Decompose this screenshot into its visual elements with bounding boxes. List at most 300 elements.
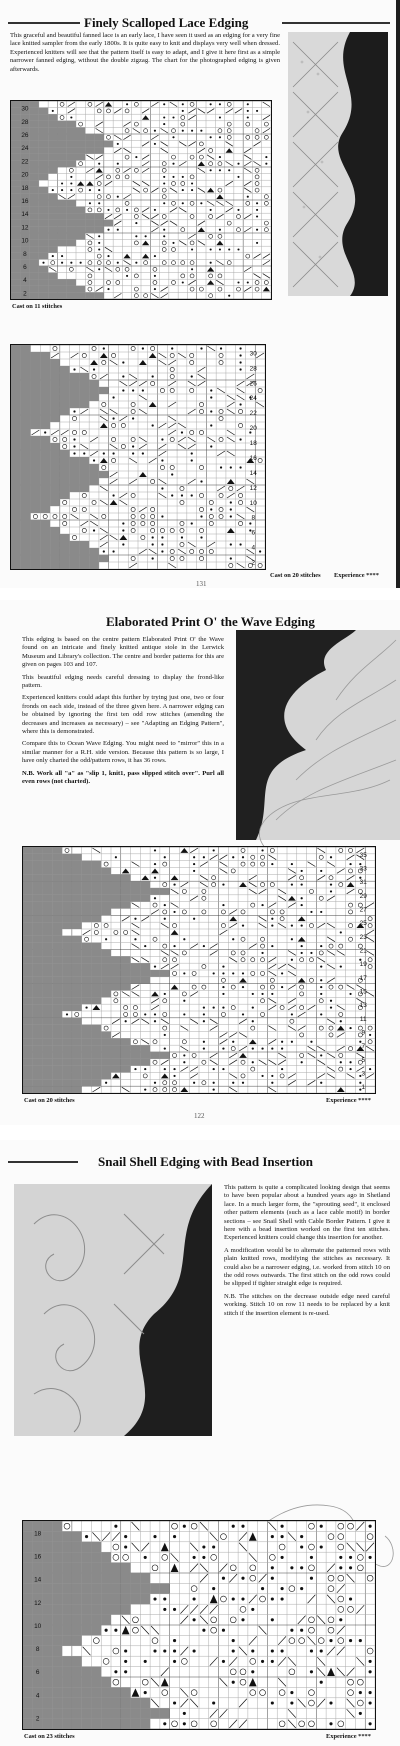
no-stitch-cell [60,555,70,562]
row-number-label: 6 [23,263,27,271]
stitch-symbol [298,1699,306,1707]
stitch-symbol [209,521,213,525]
stitch-symbol [338,1596,344,1602]
stitch-symbol [320,1681,323,1684]
stitch-symbol [163,229,165,231]
stitch-symbol [121,444,125,448]
stitch-symbol [161,550,163,552]
stitch-symbol [237,228,241,232]
stitch-symbol [369,1722,372,1725]
no-stitch-cell [62,881,72,888]
no-stitch-cell [101,1052,111,1059]
stitch-symbol [142,347,144,349]
stitch-symbol [369,1691,372,1694]
no-stitch-cell [23,1698,33,1708]
stitch-symbol [142,181,149,186]
no-stitch-cell [85,213,94,220]
stitch-symbol [259,916,267,921]
stitch-symbol [211,1617,217,1623]
stitch-symbol [102,360,106,364]
stitch-symbol [210,136,212,138]
no-stitch-cell [67,226,76,233]
stitch-symbol [329,1026,333,1030]
stitch-symbol [288,868,296,873]
stitch-symbol [73,368,75,370]
stitch-symbol [253,274,260,279]
no-stitch-cell [23,1646,33,1656]
stitch-symbol [200,480,202,482]
no-stitch-cell [101,1698,111,1708]
stitch-symbol [119,535,127,540]
no-stitch-cell [11,492,21,499]
stitch-symbol [261,952,263,954]
no-stitch-cell [62,1573,72,1583]
stitch-symbol [338,1534,344,1540]
stitch-symbol [199,430,203,434]
no-stitch-cell [23,1066,33,1073]
stitch-symbol [164,856,166,858]
no-stitch-cell [52,1045,62,1052]
no-stitch-cell [21,387,31,394]
no-stitch-cell [23,1032,33,1039]
no-stitch-cell [72,1025,82,1032]
stitch-symbol [183,972,185,974]
no-stitch-cell [160,1708,170,1718]
no-stitch-cell [43,1059,53,1066]
stitch-symbol [268,903,276,908]
stitch-symbol [290,1629,293,1632]
stitch-symbol [63,514,67,518]
stitch-symbol [300,992,304,996]
no-stitch-cell [67,207,76,214]
stitch-symbol [241,862,245,866]
no-stitch-cell [52,956,62,963]
no-stitch-cell [131,1719,141,1729]
stitch-symbol [229,1087,237,1092]
stitch-symbol [131,493,135,497]
stitch-symbol [268,1060,276,1065]
stitch-symbol [349,1068,351,1070]
no-stitch-cell [30,141,39,148]
no-stitch-cell [91,1719,101,1729]
no-stitch-cell [23,854,33,861]
stitch-symbol [104,862,108,866]
stitch-symbol [61,262,63,264]
no-stitch-cell [33,1052,43,1059]
stitch-symbol [198,109,205,114]
stitch-symbol [173,883,175,885]
no-stitch-cell [43,1018,53,1025]
stitch-symbol [173,1053,177,1057]
no-stitch-cell [23,1677,33,1687]
no-stitch-cell [82,1667,92,1677]
stitch-symbol [113,1679,119,1685]
stitch-symbol [107,195,111,199]
stitch-symbol [270,910,274,914]
stitch-symbol [229,1053,237,1058]
stitch-symbol [203,1006,205,1008]
no-stitch-cell [62,1677,72,1687]
stitch-symbol [210,424,212,426]
row-number-label: 16 [34,1553,42,1561]
stitch-symbol [112,396,114,398]
no-stitch-cell [70,555,80,562]
no-stitch-cell [82,950,92,957]
stitch-symbol [190,1699,198,1707]
stitch-symbol [329,1639,332,1642]
stitch-symbol [180,848,188,853]
stitch-symbol [301,952,303,954]
stitch-symbol [86,155,93,160]
stitch-symbol [309,978,313,982]
no-stitch-cell [40,380,50,387]
stitch-symbol [210,1019,218,1024]
stitch-symbol [232,1597,235,1600]
no-stitch-cell [43,997,53,1004]
no-stitch-cell [43,1542,53,1552]
stitch-symbol [264,221,268,225]
stitch-symbol [161,1073,169,1078]
no-stitch-cell [33,1032,43,1039]
stitch-symbol [271,993,273,995]
stitch-symbol [179,142,186,147]
no-stitch-cell [43,1708,53,1718]
no-stitch-cell [30,160,39,167]
no-stitch-cell [21,492,31,499]
stitch-symbol [182,889,186,893]
no-stitch-cell [111,1708,121,1718]
no-stitch-cell [52,868,62,875]
no-stitch-cell [121,902,131,909]
stitch-symbol [193,1556,196,1559]
no-stitch-cell [30,279,39,286]
stitch-symbol [192,1053,196,1057]
no-stitch-cell [82,1073,92,1080]
stitch-symbol [199,507,203,511]
no-stitch-cell [82,915,92,922]
no-stitch-cell [91,997,101,1004]
stitch-symbol [203,1013,205,1015]
no-stitch-cell [121,895,131,902]
no-stitch-cell [62,991,72,998]
stitch-symbol [232,1041,234,1043]
no-stitch-cell [89,380,99,387]
no-stitch-cell [72,915,82,922]
no-stitch-cell [67,233,76,240]
stitch-symbol [219,103,221,105]
no-stitch-cell [52,1004,62,1011]
stitch-symbol [268,1522,276,1530]
stitch-symbol [310,911,312,913]
no-stitch-cell [30,101,39,108]
lace-chart-wide [10,344,266,570]
section-body [10,32,280,78]
stitch-symbol [250,1565,256,1571]
no-stitch-cell [70,478,80,485]
no-stitch-cell [72,970,82,977]
no-stitch-cell [60,464,70,471]
chart-caption: Cast on 20 stitches [24,1097,75,1104]
no-stitch-cell [48,114,57,121]
no-stitch-cell [11,279,20,286]
no-stitch-cell [52,1025,62,1032]
stitch-symbol [308,1046,316,1051]
stitch-symbol [123,260,130,265]
no-stitch-cell [11,436,21,443]
no-stitch-cell [23,1563,33,1573]
no-stitch-cell [43,1011,53,1018]
no-stitch-cell [150,1052,160,1059]
stitch-symbol [182,202,184,204]
stitch-symbol [58,194,65,199]
stitch-symbol [163,910,167,914]
stitch-symbol [107,175,111,179]
stitch-symbol [222,993,224,995]
no-stitch-cell [31,548,41,555]
stitch-symbol [98,242,100,244]
stitch-symbol [230,515,232,517]
paragraph: This pattern is quite a complicated looking design that seems to have been popular about a hundred years ago in Shetland lace. In a much larger form, the "sprouting seed", it enclosed other pattern elements (such as a lace cable motif) in border sections – see Snail Shell with Cable Border Pattern. I give it here with a bead insertion worked on the first ten stitches. Experienced knitters could change this insertion for another. [224,1184,390,1242]
no-stitch-cell [79,457,89,464]
stitch-symbol [207,188,214,193]
stitch-symbol [191,268,193,270]
stitch-symbol [241,1525,244,1528]
no-stitch-cell [11,443,21,450]
stitch-symbol [129,458,137,463]
no-stitch-cell [62,1552,72,1562]
no-stitch-cell [50,394,60,401]
stitch-symbol [163,202,165,204]
stitch-symbol [79,162,83,166]
stitch-symbol [337,1668,345,1676]
no-stitch-cell [23,963,33,970]
row-number-label: 15 [359,988,367,996]
stitch-symbol [86,267,93,272]
stitch-symbol [227,129,231,133]
no-stitch-cell [52,888,62,895]
stitch-symbol [172,129,176,133]
stitch-symbol [116,175,120,179]
stitch-symbol [264,201,268,205]
stitch-symbol [211,1627,217,1633]
stitch-symbol [258,563,262,567]
stitch-symbol [190,1067,198,1072]
stitch-symbol [171,347,173,349]
row-number-label: 22 [21,158,29,166]
stitch-symbol [230,508,232,510]
stitch-symbol [301,924,303,926]
no-stitch-cell [72,861,82,868]
stitch-symbol [210,1657,218,1665]
stitch-symbol [125,109,129,113]
stitch-symbol [122,868,130,873]
stitch-symbol [264,122,268,126]
stitch-symbol [260,1690,266,1696]
stitch-symbol [122,529,124,531]
stitch-symbol [250,1690,256,1696]
stitch-symbol [210,508,212,510]
stitch-symbol [220,466,222,468]
experience-rating: Experience **** [334,572,379,579]
no-stitch-cell [21,527,31,534]
no-stitch-cell [101,1563,111,1573]
stitch-symbol [265,156,267,158]
stitch-symbol [188,280,195,285]
stitch-symbol [219,248,221,250]
stitch-symbol [134,918,136,920]
stitch-symbol [97,254,101,258]
stitch-symbol [251,1026,255,1030]
stitch-symbol [188,437,196,442]
no-stitch-cell [23,977,33,984]
no-stitch-cell [39,273,48,280]
stitch-symbol [114,1525,117,1528]
stitch-symbol [357,1565,363,1571]
no-stitch-cell [33,1004,43,1011]
stitch-symbol [144,261,148,265]
no-stitch-cell [101,1594,111,1604]
no-stitch-cell [60,478,70,485]
stitch-symbol [171,1564,179,1572]
no-stitch-cell [30,187,39,194]
no-stitch-cell [39,246,48,253]
stitch-symbol [291,863,293,865]
lace-edging-photo [236,630,400,840]
stitch-symbol [188,479,196,484]
stitch-symbol [309,1565,315,1571]
stitch-symbol [369,1525,372,1528]
stitch-symbol [100,416,108,421]
no-stitch-cell [91,943,101,950]
stitch-symbol [212,1587,215,1590]
stitch-symbol [291,883,293,885]
stitch-symbol [210,1053,218,1058]
no-stitch-cell [60,457,70,464]
no-stitch-cell [111,902,121,909]
stitch-symbol [153,1649,156,1652]
stitch-symbol [288,1026,296,1031]
stitch-symbol [113,1648,119,1654]
stitch-symbol [172,248,176,252]
no-stitch-cell [21,373,31,380]
stitch-symbol [246,479,254,484]
stitch-symbol [339,1618,342,1621]
no-stitch-cell [91,977,101,984]
no-stitch-cell [11,387,21,394]
stitch-symbol [103,1658,109,1664]
no-stitch-cell [72,1032,82,1039]
no-stitch-cell [121,881,131,888]
no-stitch-cell [57,134,66,141]
section-title: Elaborated Print O' the Wave Edging [106,614,315,629]
row-number-label: 8 [35,1646,40,1654]
stitch-symbol [222,1006,224,1008]
no-stitch-cell [91,902,101,909]
stitch-symbol [278,1060,286,1065]
no-stitch-cell [91,1698,101,1708]
no-stitch-cell [11,213,20,220]
stitch-symbol [180,528,184,532]
stitch-symbol [44,431,46,433]
stitch-symbol [111,458,115,462]
stitch-symbol [278,1657,286,1665]
stitch-symbol [153,1088,157,1092]
stitch-symbol [122,916,130,921]
stitch-symbol [192,985,196,989]
stitch-symbol [239,1032,247,1037]
no-stitch-cell [70,548,80,555]
stitch-symbol [154,849,156,851]
no-stitch-cell [70,471,80,478]
stitch-symbol [368,917,372,921]
stitch-symbol [320,1013,322,1015]
row-number-label: 24 [249,395,257,403]
no-stitch-cell [11,220,20,227]
no-stitch-cell [40,359,50,366]
no-stitch-cell [57,160,66,167]
no-stitch-cell [52,1573,62,1583]
stitch-symbol [308,862,316,867]
stitch-symbol [139,549,147,554]
stitch-symbol [280,917,284,921]
no-stitch-cell [23,970,33,977]
no-stitch-cell [39,160,48,167]
stitch-symbol [153,1535,156,1538]
stitch-symbol [161,923,169,928]
no-stitch-cell [95,147,104,154]
stitch-symbol [240,1679,246,1685]
no-stitch-cell [43,1594,53,1604]
no-stitch-cell [89,387,99,394]
stitch-symbol [213,849,215,851]
no-stitch-cell [50,527,60,534]
stitch-symbol [199,465,203,469]
stitch-symbol [369,1670,372,1673]
no-stitch-cell [23,1521,33,1531]
stitch-symbol [163,176,165,178]
stitch-symbol [237,287,241,291]
stitch-symbol [154,1013,156,1015]
stitch-symbol [181,182,185,186]
no-stitch-cell [21,506,31,513]
stitch-symbol [97,195,101,199]
no-stitch-cell [11,154,20,161]
stitch-symbol [349,910,353,914]
stitch-symbol [246,374,254,379]
stitch-symbol [172,281,176,285]
stitch-symbol [203,1020,205,1022]
stitch-symbol [198,221,205,226]
stitch-symbol [190,1543,198,1551]
stitch-symbol [246,507,254,512]
stitch-symbol [92,1005,100,1010]
stitch-symbol [114,221,121,226]
stitch-symbol [161,487,163,489]
stitch-symbol [193,870,195,872]
stitch-symbol [173,945,175,947]
no-stitch-cell [40,527,50,534]
stitch-symbol [188,409,196,414]
no-stitch-cell [91,881,101,888]
no-stitch-cell [43,902,53,909]
stitch-symbol [271,1618,274,1621]
stitch-symbol [60,116,64,120]
stitch-symbol [82,493,86,497]
no-stitch-cell [131,895,141,902]
stitch-symbol [349,1597,352,1600]
stitch-symbol [107,229,109,231]
no-stitch-cell [43,1025,53,1032]
